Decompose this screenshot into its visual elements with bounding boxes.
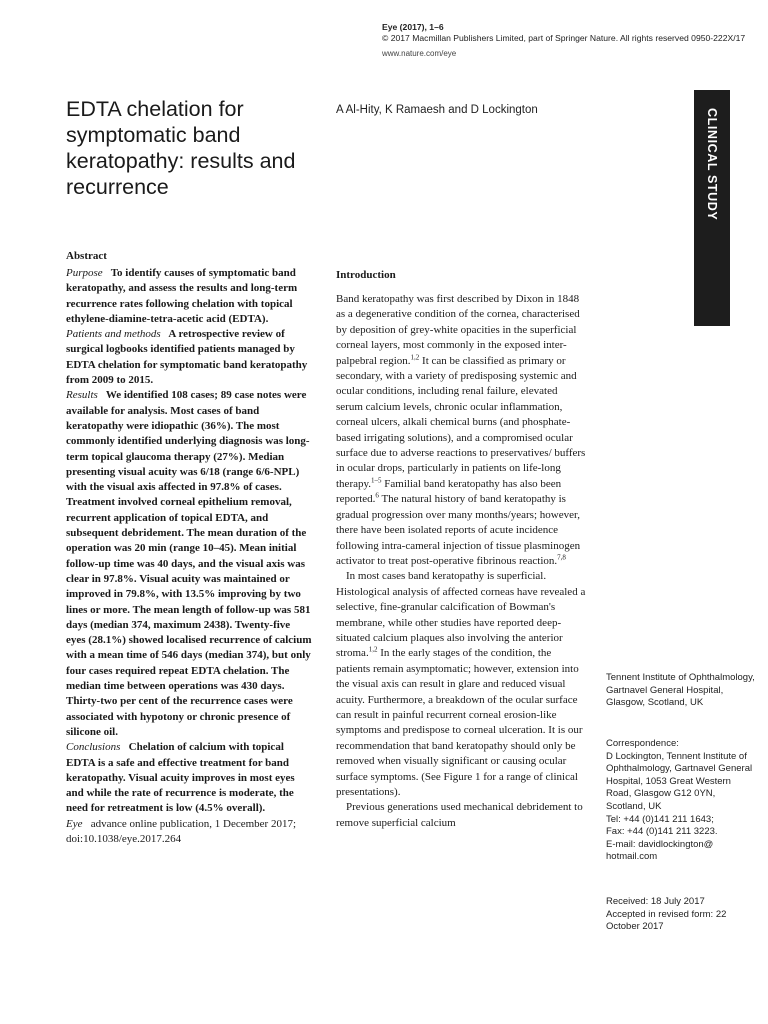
article-dates [606,896,756,934]
journal-url[interactable]: www.nature.com/eye [382,49,457,58]
intro-p1-text-d: The natural history of band keratopathy is gradual progression over many months/years; however, there have been isolated reports of acute incidence following intra-cameral injection of tissue plasminogen activator to treat post-operative fibrinous reaction. [336,493,581,567]
abstract-citation [66,817,312,848]
intro-p2-text-b: In the early stages of the condition, the patients remain asymptomatic; however, extension into the visual axis can result in glare and reduced visual acuity. Furthermore, a breakdown of the ocular surface can result in painful recurrent corneal erosion-like symptoms and predispose to corneal ulceration. It is our recommendation that band keratopathy should only be removed when visually significant or causing ocular surface symptoms. (See Figure 1 for a range of clinical presentations). [336,647,583,798]
journal-header [382,22,745,59]
accepted-date: Accepted in revised form: 22 October 2017 [606,908,727,933]
section-banner-label: CLINICAL STUDY [705,108,719,221]
intro-p1-text-b: It can be classified as primary or secondary, with a variety of predisposing systemic and ocular conditions, including renal failure, elevated serum calcium levels, chronic ocular inflammation, corneal ulcers, alkali chemical burns (and phosphate-based irrigating solutions), and a compromised ocular surface due to adverse reactions to preservatives/ buffers in ocular drops, particularly in patients on life-long therapy. [336,354,586,490]
abstract-heading: Abstract [66,250,107,262]
reference-citation[interactable]: 1,2 [368,645,378,654]
reference-citation[interactable]: 7,8 [557,553,566,562]
abstract-conclusions-label: Conclusions [66,741,121,754]
abstract-methods-label: Patients and methods [66,328,161,341]
reference-citation[interactable]: 1–5 [371,476,382,485]
received-date: Received: 18 July 2017 [606,896,705,907]
author-affiliation: Tennent Institute of Ophthalmology, Gartnavel General Hospital, Glasgow, Scotland, UK [606,672,755,709]
abstract-methods [66,327,312,388]
abstract-results [66,388,312,740]
introduction-paragraph-1 [336,292,586,569]
abstract-purpose-text: To identify causes of symptomatic band keratopathy, and assess the results and long-term recurrence rates following chelation with topical ethylene-diamine-tetra-acetic acid (EDTA). [66,267,298,325]
introduction-paragraph-2 [336,569,586,800]
abstract-results-text: We identified 108 cases; 89 case notes were available for analysis. Most cases of band keratopathy were idiopathic (36%). The most commonly identified underlying diagnosis was long-term topical glaucoma therapy (27%). Median presenting visual acuity was 6/18 (range 6/6-NPL) with the visual axis affected in 97.8% of cases. Treatment involved corneal epithelium removal, recurrent application of topical EDTA, and subsequent debridement. The mean duration of the operation was 20 min (range 10–45). Mean initial follow-up time was 40 days, and the visual axis was clear in 97.8%. Visual acuity was maintained or improved in 79.8%, with 13.5% improving by two lines or more. The mean length of follow-up was 581 days (median 374, maximum 2438). Twenty-five eyes (28.1%) showed localised recurrence of calcium with a mean time of 546 days (median 374), but only four cases required repeat EDTA chelation. The median time between operations was 430 days. Thirty-two per cent of the recurrence cases were associated with hypotony or chronic presence of silicone oil. [66,389,312,738]
article-authors: A Al-Hity, K Ramaesh and D Lockington [336,104,538,116]
introduction-body [336,292,586,831]
section-banner [694,90,730,326]
article-title: EDTA chelation for symptomatic band keratopathy: results and recurrence [66,97,296,199]
abstract-citation-journal: Eye [66,817,83,830]
abstract-citation-text: advance online publication, 1 December 2017; doi:10.1038/eye.2017.264 [66,817,296,845]
abstract-results-label: Results [66,389,98,402]
journal-copyright: © 2017 Macmillan Publishers Limited, part of Springer Nature. All rights reserved 0950-222X/17 [382,33,746,43]
intro-p1-text-a: Band keratopathy was first described by Dixon in 1848 as a degenerative condition of the cornea, characterised by deposition of grey-white opacities in the superficial corneal layers, most commonly in the exposed inter-palpebral region. [336,293,580,367]
correspondence-email[interactable]: E-mail: davidlockington@ hotmail.com [606,838,714,863]
intro-p2-text-a: In most cases band keratopathy is superficial. Histological analysis of affected corneas have revealed a selective, fine-granular calcification of Bowman's membrane, while other studies have reported deep-situated calcium plaques also involving the anterior stroma. [336,570,586,660]
correspondence-label: Correspondence: [606,738,679,749]
journal-citation: Eye (2017), 1–6 [382,22,444,32]
correspondence-block [606,738,756,864]
introduction-paragraph-3: Previous generations used mechanical debridement to remove superficial calcium [336,801,583,829]
correspondence-fax: Fax: +44 (0)141 211 3223. [606,826,718,838]
correspondence-address: D Lockington, Tennent Institute of Ophthalmology, Gartnavel General Hospital, 1053 Great Western Road, Glasgow G12 0YN, Scotland, UK [606,750,753,812]
abstract-purpose [66,266,312,327]
abstract-conclusions [66,740,312,816]
abstract-body [66,266,312,847]
reference-citation[interactable]: 6 [375,491,379,500]
abstract-purpose-label: Purpose [66,267,103,279]
correspondence-tel: Tel: +44 (0)141 211 1643; [606,813,714,825]
intro-p1-text-c: Familial band keratopathy has also been reported. [336,477,562,506]
abstract-methods-text: A retrospective review of surgical logbooks identified patients managed by EDTA chelation for symptomatic band keratopathy from 2009 to 2015. [66,328,308,387]
abstract-conclusions-text: Chelation of calcium with topical EDTA is a safe and effective treatment for band keratopathy. Visual acuity improves in most eyes and while the rate of recurrence is moderate, the need for retreatment is low (4.5% overall). [66,741,295,815]
introduction-heading: Introduction [336,269,396,281]
reference-citation[interactable]: 1,2 [410,352,420,361]
